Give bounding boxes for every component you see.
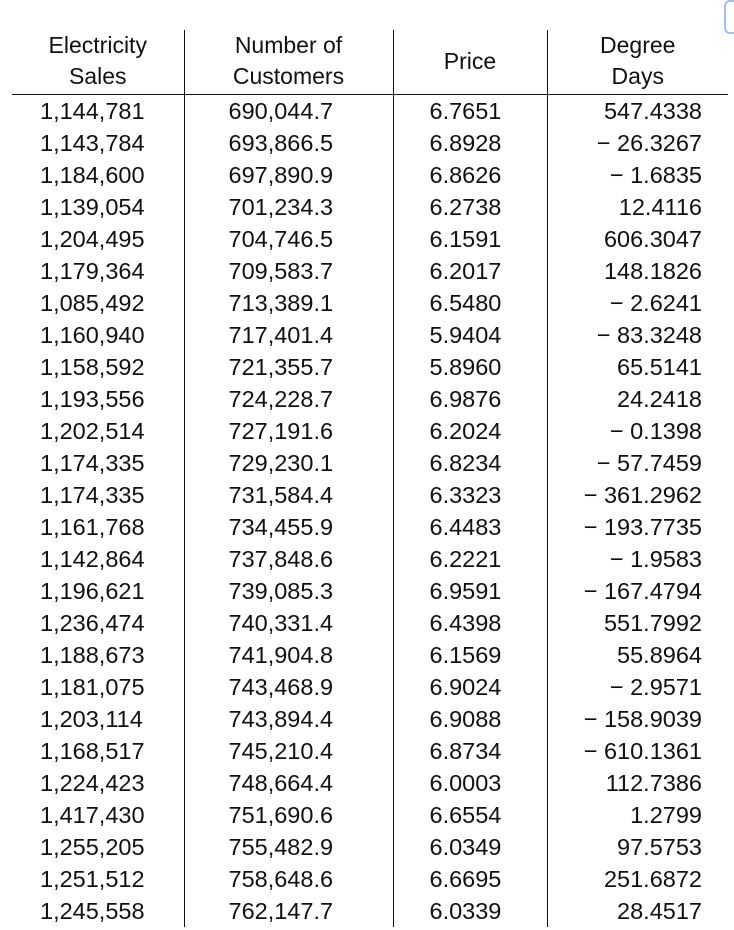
header-number-of-customers: [184, 30, 393, 95]
table-row: [12, 639, 728, 671]
cell-number-of-customers: 758,648.6: [184, 863, 393, 895]
cell-degree-days: 148.1826: [547, 255, 728, 287]
cell-electricity-sales: 1,196,621: [40, 578, 145, 604]
header-degree-days: [547, 30, 728, 95]
cell-price: 6.6554: [393, 799, 547, 831]
header-degree-line-2: Days: [611, 63, 664, 89]
table-row: [12, 159, 728, 191]
cell-degree-days: − 83.3248: [547, 319, 728, 351]
cell-degree-days: 1.2799: [547, 799, 728, 831]
cell-electricity-sales: 1,143,784: [40, 130, 145, 156]
cell-number-of-customers: 740,331.4: [184, 607, 393, 639]
cell-degree-days: 24.2418: [547, 383, 728, 415]
cell-price: 6.9088: [393, 703, 547, 735]
cell-electricity-sales: 1,160,940: [40, 322, 145, 348]
cell-number-of-customers: 697,890.9: [184, 159, 393, 191]
cell-electricity-sales: 1,202,514: [40, 418, 145, 444]
cell-price: 6.6695: [393, 863, 547, 895]
cell-degree-days: − 158.9039: [547, 703, 728, 735]
cell-price: 6.4398: [393, 607, 547, 639]
cell-number-of-customers: 713,389.1: [184, 287, 393, 319]
table-row: [12, 447, 728, 479]
table-row: [12, 703, 728, 735]
cell-number-of-customers: 717,401.4: [184, 319, 393, 351]
table-row: [12, 767, 728, 799]
cell-number-of-customers: 690,044.7: [184, 95, 393, 128]
table-row: [12, 863, 728, 895]
cell-electricity-sales: 1,224,423: [40, 770, 145, 796]
cell-electricity-sales: 1,417,430: [40, 802, 145, 828]
cell-price: 6.8928: [393, 127, 547, 159]
table-row: [12, 479, 728, 511]
cell-degree-days: 606.3047: [547, 223, 728, 255]
cell-electricity-sales: 1,203,114: [40, 706, 143, 732]
cell-degree-days: − 361.2962: [547, 479, 728, 511]
header-price: [393, 30, 547, 95]
table-row: [12, 799, 728, 831]
cell-electricity-sales: 1,193,556: [40, 386, 145, 412]
table-row: [12, 575, 728, 607]
cell-price: 6.3323: [393, 479, 547, 511]
cell-price: 6.2738: [393, 191, 547, 223]
table-row: [12, 895, 728, 927]
cell-degree-days: − 2.9571: [547, 671, 728, 703]
cell-electricity-sales: 1,188,673: [40, 642, 145, 668]
cell-electricity-sales: 1,251,512: [40, 866, 145, 892]
cell-electricity-sales: 1,204,495: [40, 226, 145, 252]
cell-number-of-customers: 709,583.7: [184, 255, 393, 287]
cell-electricity-sales: 1,174,335: [40, 482, 145, 508]
corner-tab-icon: [724, 0, 734, 34]
cell-degree-days: 12.4116: [547, 191, 728, 223]
cell-number-of-customers: 734,455.9: [184, 511, 393, 543]
cell-degree-days: − 26.3267: [547, 127, 728, 159]
table-row: [12, 831, 728, 863]
cell-price: 6.8734: [393, 735, 547, 767]
cell-degree-days: − 57.7459: [547, 447, 728, 479]
table-row: [12, 255, 728, 287]
cell-price: 6.1569: [393, 639, 547, 671]
table-row: [12, 223, 728, 255]
header-sales-line-1: Electricity: [48, 32, 147, 58]
cell-number-of-customers: 704,746.5: [184, 223, 393, 255]
cell-degree-days: 55.8964: [547, 639, 728, 671]
cell-price: 6.2024: [393, 415, 547, 447]
table-row: [12, 127, 728, 159]
cell-number-of-customers: 743,468.9: [184, 671, 393, 703]
table-header: [12, 30, 728, 95]
cell-number-of-customers: 745,210.4: [184, 735, 393, 767]
cell-electricity-sales: 1,144,781: [40, 98, 145, 124]
cell-number-of-customers: 751,690.6: [184, 799, 393, 831]
cell-electricity-sales: 1,174,335: [40, 450, 145, 476]
table-row: [12, 607, 728, 639]
cell-price: 6.0349: [393, 831, 547, 863]
cell-price: 6.9876: [393, 383, 547, 415]
cell-electricity-sales: 1,179,364: [40, 258, 145, 284]
table-row: [12, 191, 728, 223]
cell-degree-days: − 2.6241: [547, 287, 728, 319]
cell-degree-days: − 167.4794: [547, 575, 728, 607]
header-degree-line-1: Degree: [600, 32, 676, 58]
cell-price: 6.8626: [393, 159, 547, 191]
cell-price: 6.9024: [393, 671, 547, 703]
cell-electricity-sales: 1,255,205: [40, 834, 145, 860]
cell-number-of-customers: 727,191.6: [184, 415, 393, 447]
cell-number-of-customers: 739,085.3: [184, 575, 393, 607]
table-row: [12, 671, 728, 703]
cell-number-of-customers: 741,904.8: [184, 639, 393, 671]
cell-price: 6.7651: [393, 95, 547, 128]
cell-number-of-customers: 737,848.6: [184, 543, 393, 575]
cell-price: 6.1591: [393, 223, 547, 255]
cell-degree-days: 112.7386: [547, 767, 728, 799]
cell-price: 5.9404: [393, 319, 547, 351]
cell-number-of-customers: 693,866.5: [184, 127, 393, 159]
cell-degree-days: 551.7992: [547, 607, 728, 639]
header-electricity-sales: [12, 30, 184, 95]
cell-price: 6.4483: [393, 511, 547, 543]
cell-electricity-sales: 1,168,517: [40, 738, 145, 764]
cell-electricity-sales: 1,236,474: [40, 610, 145, 636]
table-row: [12, 319, 728, 351]
table-row: [12, 287, 728, 319]
cell-price: 6.0003: [393, 767, 547, 799]
cell-number-of-customers: 755,482.9: [184, 831, 393, 863]
table-row: [12, 543, 728, 575]
cell-number-of-customers: 762,147.7: [184, 895, 393, 927]
cell-electricity-sales: 1,142,864: [40, 546, 145, 572]
cell-number-of-customers: 748,664.4: [184, 767, 393, 799]
cell-price: 6.2017: [393, 255, 547, 287]
table-row: [12, 351, 728, 383]
cell-degree-days: 251.6872: [547, 863, 728, 895]
table-row: [12, 415, 728, 447]
cell-number-of-customers: 724,228.7: [184, 383, 393, 415]
cell-degree-days: − 610.1361: [547, 735, 728, 767]
cell-electricity-sales: 1,085,492: [40, 290, 145, 316]
cell-degree-days: − 1.6835: [547, 159, 728, 191]
cell-number-of-customers: 729,230.1: [184, 447, 393, 479]
table-row: [12, 95, 728, 128]
cell-price: 6.2221: [393, 543, 547, 575]
table-row: [12, 735, 728, 767]
cell-electricity-sales: 1,161,768: [40, 514, 145, 540]
cell-electricity-sales: 1,158,592: [40, 354, 145, 380]
cell-electricity-sales: 1,245,558: [40, 898, 145, 924]
cell-price: 5.8960: [393, 351, 547, 383]
cell-price: 6.9591: [393, 575, 547, 607]
cell-electricity-sales: 1,184,600: [40, 162, 145, 188]
cell-degree-days: 97.5753: [547, 831, 728, 863]
header-customers-line-1: Number of: [234, 32, 343, 58]
cell-degree-days: − 1.9583: [547, 543, 728, 575]
table-body: [12, 95, 728, 928]
header-price-label: Price: [443, 47, 497, 74]
cell-degree-days: − 193.7735: [547, 511, 728, 543]
cell-price: 6.8234: [393, 447, 547, 479]
cell-number-of-customers: 743,894.4: [184, 703, 393, 735]
cell-number-of-customers: 701,234.3: [184, 191, 393, 223]
data-table: [12, 30, 728, 927]
table-row: [12, 383, 728, 415]
cell-electricity-sales: 1,139,054: [40, 194, 145, 220]
header-customers-line-2: Customers: [232, 63, 345, 89]
cell-number-of-customers: 731,584.4: [184, 479, 393, 511]
header-sales-line-2: Sales: [68, 63, 127, 89]
header-row: [12, 30, 728, 95]
cell-degree-days: 547.4338: [547, 95, 728, 128]
cell-price: 6.0339: [393, 895, 547, 927]
cell-electricity-sales: 1,181,075: [40, 674, 145, 700]
cell-degree-days: 28.4517: [547, 895, 728, 927]
table-row: [12, 511, 728, 543]
cell-degree-days: 65.5141: [547, 351, 728, 383]
cell-degree-days: − 0.1398: [547, 415, 728, 447]
cell-price: 6.5480: [393, 287, 547, 319]
cell-number-of-customers: 721,355.7: [184, 351, 393, 383]
